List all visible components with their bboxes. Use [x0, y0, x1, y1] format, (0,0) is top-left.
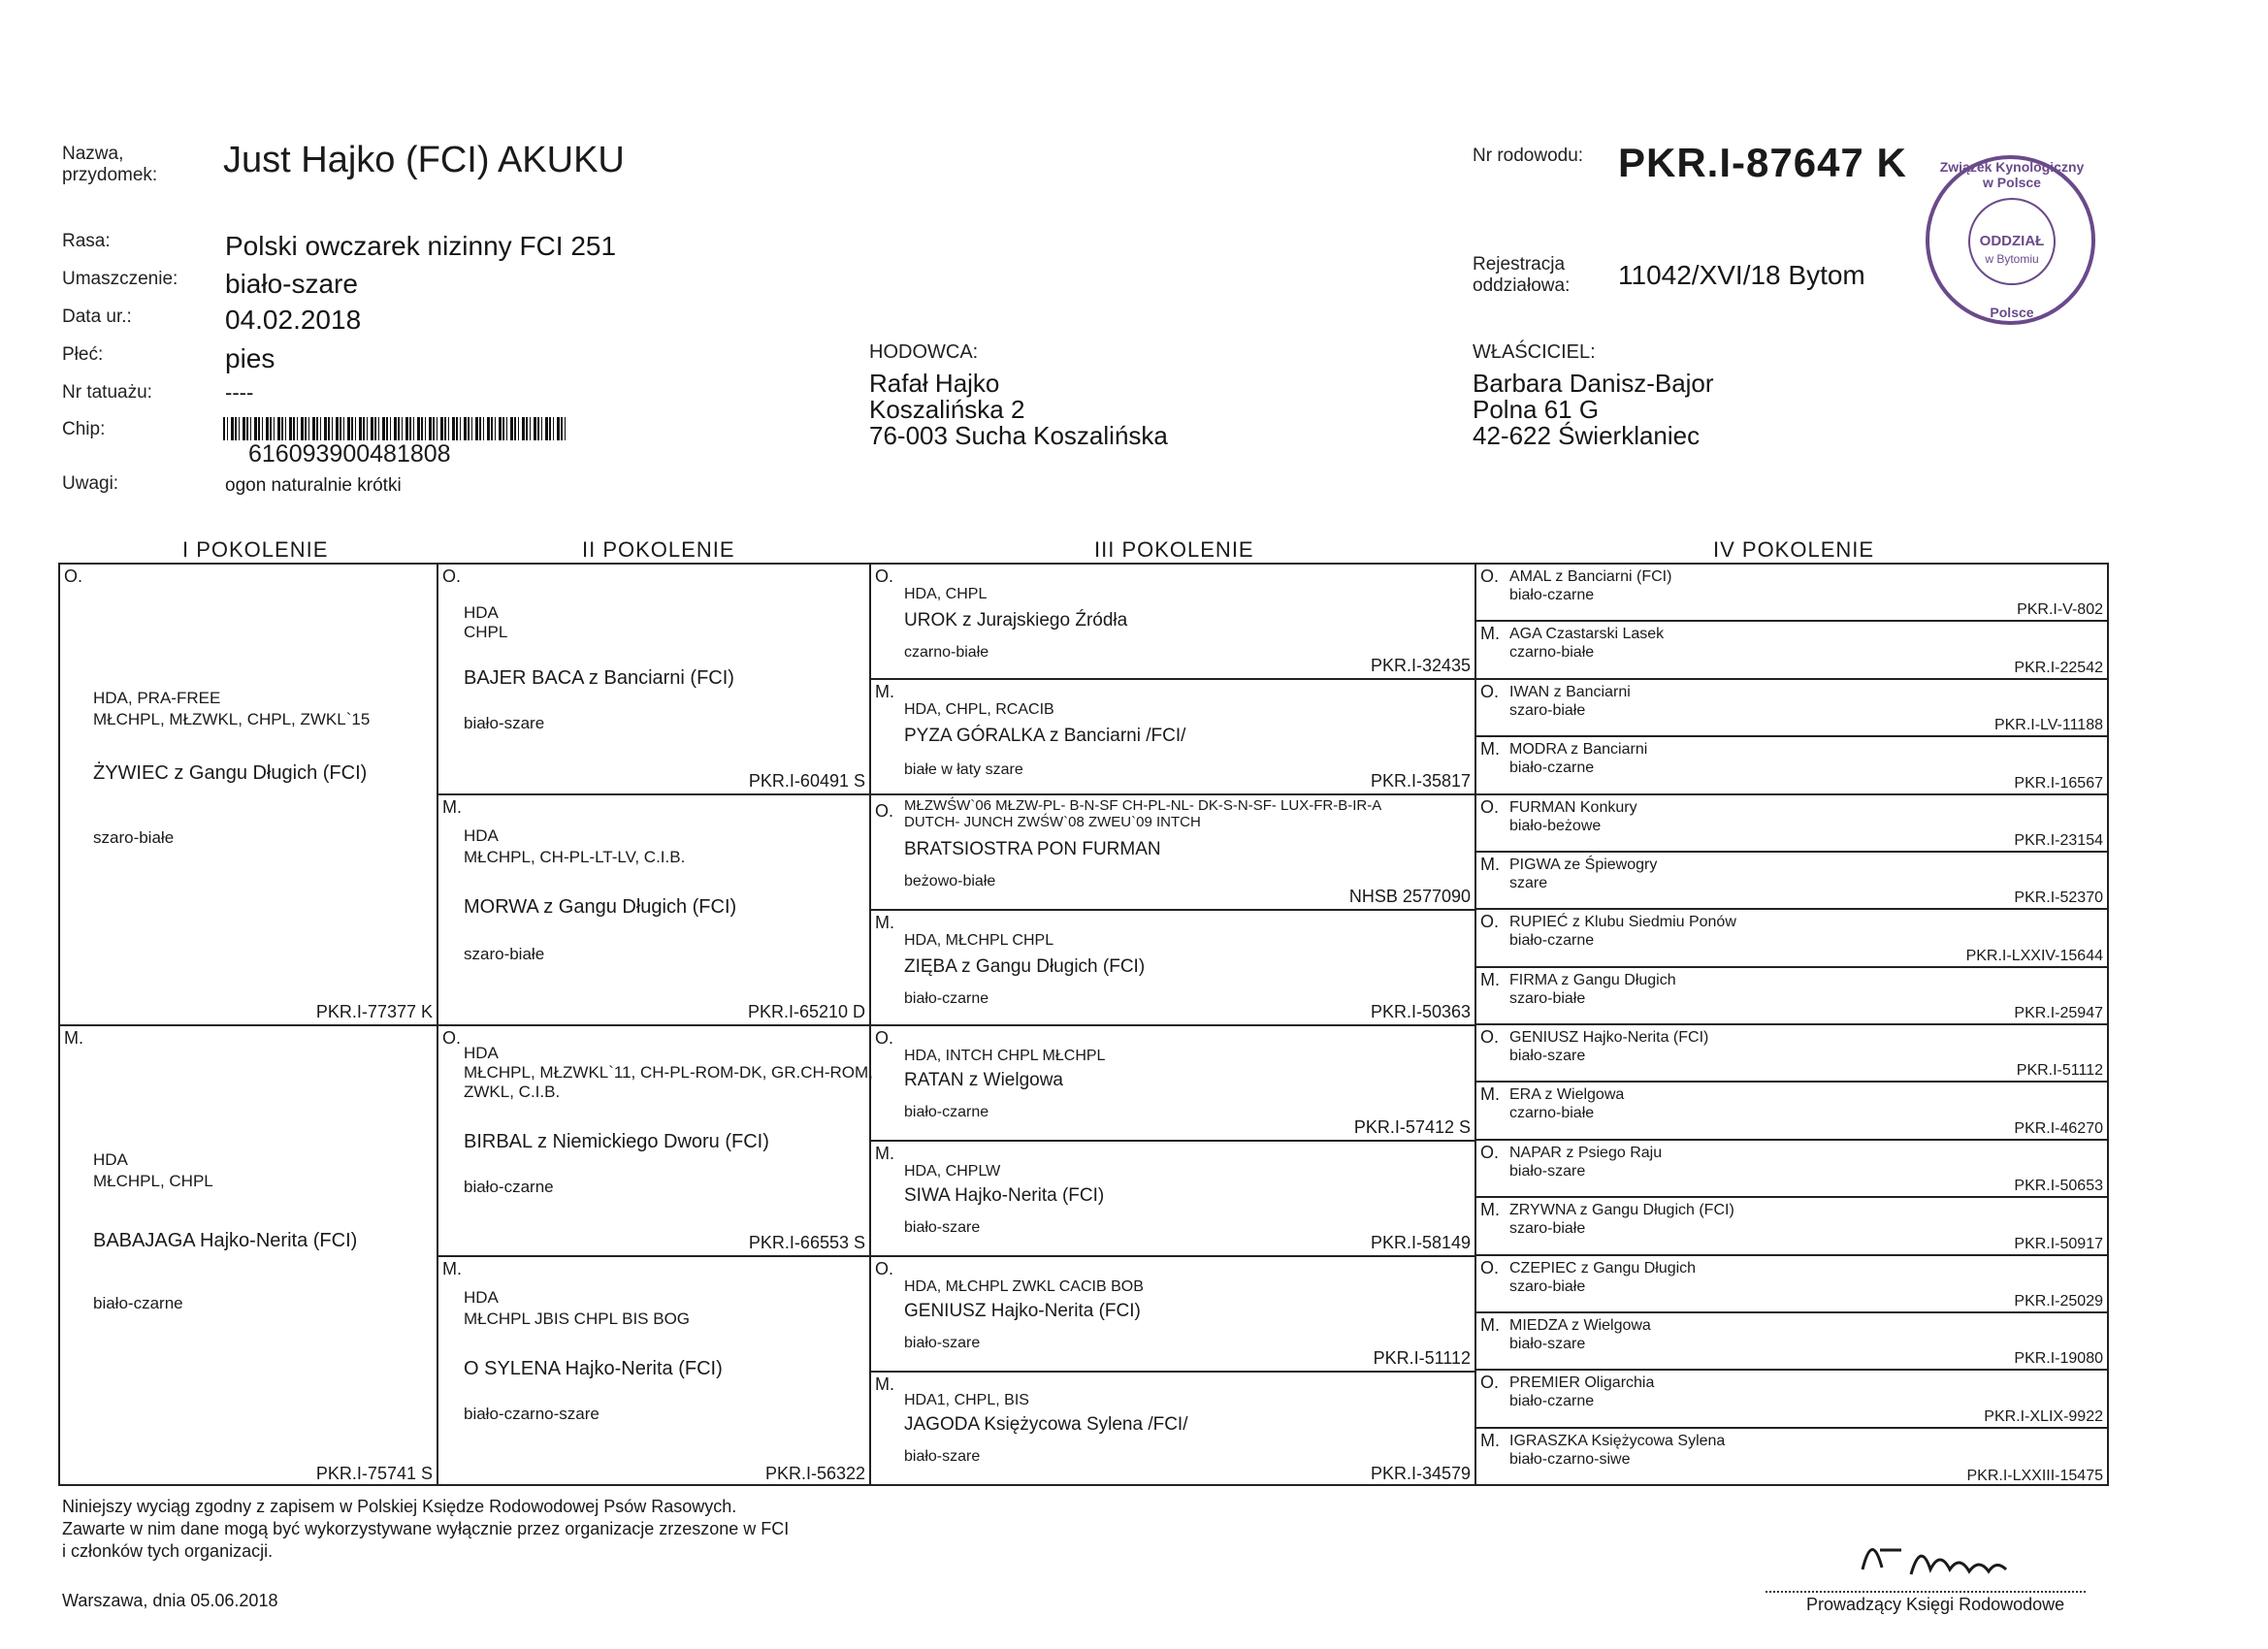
gen3-cell	[871, 911, 1476, 1026]
gen4-cell	[1476, 853, 2107, 910]
notes-label: Uwagi:	[62, 473, 119, 494]
dog-color: biało-czarne	[1509, 1393, 1595, 1410]
dog-name: JAGODA Księżycowa Sylena /FCI/	[904, 1414, 1188, 1435]
sex-marker: M.	[875, 913, 894, 932]
dog-color: biało-szare	[464, 714, 545, 732]
gen3-cell	[871, 1142, 1476, 1257]
gen4-cell	[1476, 1141, 2107, 1198]
dog-color: biało-szare	[1509, 1048, 1586, 1064]
dog-name: AGA Czastarski Lasek	[1509, 626, 1665, 643]
sex-marker: M.	[1480, 1084, 1500, 1105]
dog-info	[1509, 1144, 1662, 1180]
dog-name: PIGWA ze Śpiewogry	[1509, 856, 1658, 873]
registration-value: 11042/XVI/18 Bytom	[1618, 260, 1865, 290]
dog-color: biało-czarne	[1509, 587, 1595, 603]
dog-color: biało-szare	[904, 1335, 981, 1351]
color-label: Umaszczenie:	[62, 269, 178, 289]
gen4-cell	[1476, 565, 2107, 622]
gen2-cell	[438, 565, 871, 795]
dog-color: szaro-białe	[1509, 1277, 1586, 1295]
dog-info	[1509, 683, 1631, 720]
dog-color: biało-szare	[904, 1448, 981, 1465]
dog-name: NAPAR z Psiego Raju	[1509, 1144, 1663, 1161]
reg-number: PKR.I-LXXIV-15644	[1965, 947, 2103, 964]
sex-marker: O.	[875, 1259, 894, 1278]
stamp-top-text: Związek Kynologiczny w Polsce	[1939, 159, 2085, 190]
gen-4-heading: IV POKOLENIE	[1713, 537, 1875, 562]
gen4-cell	[1476, 1083, 2107, 1140]
dog-name: BIRBAL z Niemickiego Dworu (FCI)	[464, 1131, 769, 1152]
dog-name: BABAJAGA Hajko-Nerita (FCI)	[93, 1230, 358, 1251]
sex-marker: O.	[875, 1028, 894, 1048]
sex-marker: O.	[875, 566, 894, 586]
place-date: Warszawa, dnia 05.06.2018	[62, 1591, 278, 1610]
dog-color: biało-czarne	[93, 1294, 183, 1312]
dog-color: szaro-białe	[1509, 989, 1586, 1007]
gen4-cell	[1476, 1313, 2107, 1371]
association-stamp	[1926, 155, 2095, 325]
titles-line: HDA, CHPLW	[904, 1163, 1001, 1180]
sex-marker: O.	[1480, 1257, 1500, 1277]
owner-name: Barbara Danisz-Bajor	[1473, 369, 1714, 398]
gen1-dam	[60, 1026, 438, 1486]
reg-number: PKR.I-75741 S	[315, 1464, 433, 1483]
breed-value: Polski owczarek nizinny FCI 251	[225, 231, 617, 261]
pedigree-table	[58, 563, 2109, 1486]
footer-note-line: Zawarte w nim dane mogą być wykorzystywane wyłącznie przez organizacje zrzeszone w FCI	[62, 1519, 790, 1538]
dog-color: szaro-białe	[464, 945, 545, 963]
gen2-cell	[438, 1257, 871, 1486]
gen3-cell	[871, 1026, 1476, 1142]
sex-marker: M.	[875, 682, 894, 701]
sex-value: pies	[225, 343, 275, 373]
breeder-street: Koszalińska 2	[869, 395, 1025, 424]
dog-name: IGRASZKA Księżycowa Sylena	[1509, 1432, 1726, 1449]
reg-number: PKR.I-22542	[2014, 659, 2103, 676]
dog-info	[1509, 798, 1637, 835]
dog-name: RUPIEĆ z Klubu Siedmiu Ponów	[1509, 914, 1736, 931]
gen4-cell	[1476, 1025, 2107, 1083]
titles-line: HDA, CHPL, RCACIB	[904, 701, 1054, 718]
dog-name: GENIUSZ Hajko-Nerita (FCI)	[1509, 1029, 1709, 1046]
titles-line: MŁCHPL, MŁZWKL, CHPL, ZWKL`15	[93, 710, 371, 728]
reg-number: PKR.I-46270	[2014, 1119, 2103, 1137]
reg-number: PKR.I-66553 S	[748, 1233, 865, 1252]
dog-color: szare	[1509, 874, 1548, 891]
dog-color: szaro-białe	[93, 828, 175, 847]
titles-line: HDA	[464, 1044, 499, 1062]
owner-city: 42-622 Świerklaniec	[1473, 421, 1701, 450]
breeder-block	[869, 371, 1168, 449]
dog-info	[1509, 856, 1657, 892]
reg-number: PKR.I-LXXIII-15475	[1966, 1468, 2103, 1484]
sex-marker: M.	[442, 797, 462, 817]
registration-label: Rejestracja oddziałowa:	[1473, 254, 1571, 296]
titles-line: ZWKL, C.I.B.	[464, 1083, 561, 1101]
dog-color: biało-czarne	[904, 990, 989, 1007]
gen3-cell	[871, 680, 1476, 795]
dog-color: szaro-białe	[1509, 701, 1586, 719]
titles-line: MŁCHPL JBIS CHPL BIS BOG	[464, 1310, 691, 1328]
gen4-cell	[1476, 1371, 2107, 1428]
titles-line: HDA	[464, 603, 499, 622]
breeder-name: Rafał Hajko	[869, 369, 1000, 398]
sex-marker: M.	[1480, 1314, 1500, 1335]
color-value: biało-szare	[225, 269, 358, 299]
reg-number: PKR.I-50917	[2014, 1235, 2103, 1252]
signature-line	[1766, 1591, 2086, 1593]
gen4-cell	[1476, 795, 2107, 853]
name-label: Nazwa, przydomek:	[62, 144, 158, 185]
dog-color: szaro-białe	[1509, 1220, 1586, 1238]
dog-color: biało-szare	[1509, 1162, 1586, 1180]
sex-marker: O.	[1480, 1142, 1500, 1162]
stamp-mid-text: ODDZIAŁ	[1979, 233, 2045, 249]
gen4-cell	[1476, 1198, 2107, 1255]
dog-color: czarno-białe	[1509, 1105, 1595, 1122]
reg-number: PKR.I-34579	[1370, 1464, 1471, 1483]
reg-number: PKR.I-LV-11188	[1993, 717, 2103, 734]
signature	[1843, 1521, 2037, 1589]
sex-marker: O.	[442, 566, 462, 586]
dog-info	[1509, 913, 1736, 950]
sex-marker: M.	[875, 1374, 894, 1394]
footer-note-line: Niniejszy wyciąg zgodny z zapisem w Polskiej Księdze Rodowodowej Psów Rasowych.	[62, 1497, 737, 1516]
dog-color: biało-szare	[904, 1219, 981, 1236]
sex-marker: M.	[875, 1144, 894, 1163]
reg-number: PKR.I-25029	[2014, 1292, 2103, 1310]
reg-number: PKR.I-50363	[1370, 1002, 1471, 1021]
sex-marker: M.	[1480, 739, 1500, 760]
titles-line: HDA1, CHPL, BIS	[904, 1392, 1029, 1408]
stamp-sub-text: w Bytomiu	[1985, 252, 2039, 266]
breeder-city: 76-003 Sucha Koszalińska	[869, 421, 1168, 450]
sex-marker: M.	[1480, 624, 1500, 644]
dog-name: AMAL z Banciarni (FCI)	[1509, 568, 1672, 585]
titles-line: MŁCHPL, CHPL	[93, 1172, 213, 1190]
chip-label: Chip:	[62, 419, 106, 439]
sex-marker: O.	[1480, 566, 1500, 586]
gen3-cell	[871, 1257, 1476, 1373]
reg-number: PKR.I-56322	[764, 1464, 865, 1483]
reg-number: PKR.I-XLIX-9922	[1984, 1407, 2103, 1425]
reg-number: PKR.I-58149	[1370, 1233, 1471, 1252]
titles-line: DUTCH- JUNCH ZWŚW`08 ZWEU`09 INTCH	[904, 814, 1201, 830]
notes-value: ogon naturalnie krótki	[225, 475, 402, 496]
gen2-cell	[438, 795, 871, 1026]
dog-name: PREMIER Oligarchia	[1509, 1374, 1655, 1392]
dog-color: biało-czarne	[1509, 760, 1595, 777]
reg-number: PKR.I-16567	[2014, 774, 2103, 792]
chip-value: 616093900481808	[248, 440, 451, 468]
dog-name: ŻYWIEC z Gangu Długich (FCI)	[93, 762, 368, 784]
stamp-bottom-text: Polsce	[1990, 305, 2034, 320]
reg-number: PKR.I-52370	[2014, 889, 2103, 907]
reg-number: PKR.I-35817	[1370, 771, 1471, 791]
reg-number: PKR.I-32435	[1370, 656, 1471, 675]
gen1-sire	[60, 565, 438, 1026]
gen4-cell	[1476, 1429, 2107, 1486]
gen-2-heading: II POKOLENIE	[582, 537, 735, 562]
dog-name: IWAN z Banciarni	[1509, 683, 1631, 700]
dog-name: SIWA Hajko-Nerita (FCI)	[904, 1185, 1105, 1206]
dog-name: UROK z Jurajskiego Źródła	[904, 610, 1128, 630]
gen4-cell	[1476, 737, 2107, 794]
dog-name: ZIĘBA z Gangu Długich (FCI)	[904, 956, 1146, 977]
owner-street: Polna 61 G	[1473, 395, 1600, 424]
gen4-cell	[1476, 1256, 2107, 1313]
dob-value: 04.02.2018	[225, 305, 362, 335]
reg-number: PKR.I-77377 K	[315, 1002, 433, 1021]
owner-block	[1473, 371, 1714, 449]
dog-name: Just Hajko (FCI) AKUKU	[223, 140, 625, 180]
dog-info	[1509, 1316, 1651, 1353]
dog-color: czarno-białe	[904, 644, 989, 661]
signature-caption: Prowadzący Księgi Rodowodowe	[1806, 1595, 2065, 1614]
reg-number: NHSB 2577090	[1348, 887, 1471, 906]
gen2-cell	[438, 1026, 871, 1257]
dog-color: biało-czarno-szare	[464, 1405, 599, 1423]
reg-number: PKR.I-19080	[2014, 1350, 2103, 1368]
reg-number: PKR.I-65210 D	[747, 1002, 865, 1021]
dog-color: biało-czarne	[464, 1178, 554, 1196]
dog-color: biało-czarne	[904, 1104, 989, 1120]
dog-name: BRATSIOSTRA PON FURMAN	[904, 839, 1161, 859]
reg-number: PKR.I-23154	[2014, 831, 2103, 849]
gen3-cell	[871, 565, 1476, 680]
dog-color: biało-beżowe	[1509, 817, 1602, 834]
dog-info	[1509, 971, 1676, 1008]
reg-number: PKR.I-60491 S	[748, 771, 865, 791]
dog-info	[1509, 567, 1671, 604]
dog-info	[1509, 1432, 1725, 1469]
sex-marker: O.	[1480, 796, 1500, 817]
dog-name: MIEDZA z Wielgowa	[1509, 1316, 1651, 1334]
dog-name: MODRA z Banciarni	[1509, 741, 1648, 759]
dog-info	[1509, 1085, 1624, 1122]
dog-info	[1509, 1028, 1708, 1065]
dog-info	[1509, 625, 1664, 662]
breeder-label: HODOWCA:	[869, 341, 979, 363]
tattoo-value: ----	[225, 380, 254, 404]
sex-label: Płeć:	[62, 344, 104, 365]
titles-line: MŁZWŚW`06 MŁZW-PL- B-N-SF CH-PL-NL- DK-S-N-SF- LUX-FR-B-IR-A	[904, 797, 1382, 814]
dog-info	[1509, 740, 1647, 777]
sex-marker: O.	[875, 801, 894, 821]
dog-name: FIRMA z Gangu Długich	[1509, 971, 1676, 988]
dog-name: O SYLENA Hajko-Nerita (FCI)	[464, 1358, 723, 1379]
titles-line: HDA, PRA-FREE	[93, 689, 221, 707]
dog-color: beżowo-białe	[904, 873, 996, 889]
titles-line: HDA	[464, 826, 499, 845]
dog-color: biało-szare	[1509, 1335, 1586, 1352]
reg-number: PKR.I-V-802	[2017, 601, 2103, 619]
dog-info	[1509, 1201, 1734, 1238]
tattoo-label: Nr tatuażu:	[62, 382, 152, 403]
sex-marker: O.	[1480, 1027, 1500, 1047]
gen3-cell	[871, 1373, 1476, 1486]
titles-line: CHPL	[464, 623, 508, 641]
titles-line: MŁCHPL, MŁZWKL`11, CH-PL-ROM-DK, GR.CH-ROM,	[464, 1063, 873, 1082]
titles-line: HDA, CHPL	[904, 586, 988, 602]
sex-marker: O.	[1480, 681, 1500, 701]
sex-marker: O.	[442, 1028, 462, 1048]
owner-label: WŁAŚCICIEL:	[1473, 341, 1596, 363]
footer-note	[62, 1496, 789, 1563]
gen4-cell	[1476, 968, 2107, 1025]
gen-3-heading: III POKOLENIE	[1094, 537, 1254, 562]
reg-number: PKR.I-57412 S	[1353, 1117, 1471, 1137]
reg-number: PKR.I-50653	[2014, 1178, 2103, 1195]
dog-color: biało-czarne	[1509, 932, 1595, 950]
titles-line: HDA	[464, 1288, 499, 1307]
titles-line: HDA	[93, 1150, 128, 1169]
titles-line: HDA, MŁCHPL CHPL	[904, 932, 1054, 949]
gen4-cell	[1476, 622, 2107, 679]
dog-color: biało-czarno-siwe	[1509, 1450, 1631, 1468]
dob-label: Data ur.:	[62, 307, 132, 327]
dog-name: PYZA GÓRALKA z Banciarni /FCI/	[904, 726, 1186, 746]
gen3-cell	[871, 795, 1476, 911]
dog-name: FURMAN Konkury	[1509, 798, 1637, 816]
sex-marker: M.	[442, 1259, 462, 1278]
pedigree-no-value: PKR.I-87647 K	[1618, 140, 1907, 185]
reg-number: PKR.I-51112	[2016, 1062, 2103, 1080]
sex-marker: M.	[1480, 1200, 1500, 1220]
sex-marker: M.	[1480, 854, 1500, 874]
titles-line: HDA, INTCH CHPL MŁCHPL	[904, 1048, 1106, 1064]
gen-1-heading: I POKOLENIE	[182, 537, 329, 562]
dog-color: białe w łaty szare	[904, 761, 1023, 778]
dog-info	[1509, 1374, 1654, 1410]
footer-note-line: i członków tych organizacji.	[62, 1541, 274, 1561]
sex-marker: M.	[64, 1028, 83, 1048]
gen4-cell	[1476, 910, 2107, 967]
sex-marker: M.	[1480, 969, 1500, 989]
reg-number: PKR.I-51112	[1373, 1348, 1471, 1368]
dog-name: ERA z Wielgowa	[1509, 1086, 1625, 1104]
gen4-cell	[1476, 680, 2107, 737]
dog-color: czarno-białe	[1509, 644, 1595, 662]
dog-name: GENIUSZ Hajko-Nerita (FCI)	[904, 1301, 1141, 1321]
dog-name: RATAN z Wielgowa	[904, 1070, 1063, 1090]
sex-marker: O.	[1480, 912, 1500, 932]
titles-line: MŁCHPL, CH-PL-LT-LV, C.I.B.	[464, 848, 686, 866]
sex-marker: O.	[1480, 1373, 1500, 1393]
reg-number: PKR.I-25947	[2014, 1005, 2103, 1021]
dog-name: MORWA z Gangu Długich (FCI)	[464, 896, 737, 918]
sex-marker: M.	[1480, 1430, 1500, 1450]
dog-name: CZEPIEC z Gangu Długich	[1509, 1259, 1697, 1277]
titles-line: HDA, MŁCHPL ZWKL CACIB BOB	[904, 1278, 1144, 1295]
chip-barcode	[223, 417, 567, 440]
pedigree-no-label: Nr rodowodu:	[1473, 146, 1584, 166]
breed-label: Rasa:	[62, 231, 111, 251]
dog-info	[1509, 1259, 1696, 1296]
dog-name: BAJER BACA z Banciarni (FCI)	[464, 667, 734, 689]
dog-name: ZRYWNA z Gangu Długich (FCI)	[1509, 1202, 1734, 1219]
sex-marker: O.	[64, 566, 83, 586]
